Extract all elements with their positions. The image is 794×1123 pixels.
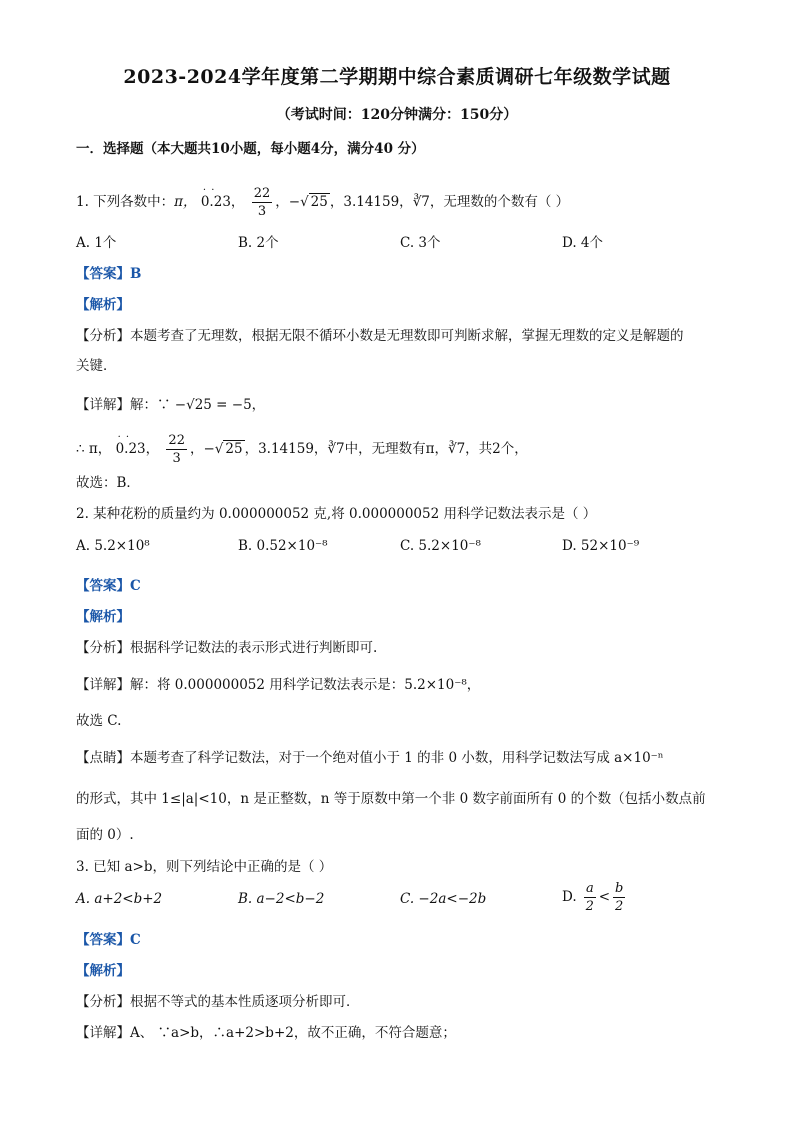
denominator: 3 [172, 451, 181, 466]
q1-detail-prefix: ∴ π， [76, 441, 112, 457]
q1-detail-line1: 【详解】解：∵ −√25 = −5， [76, 397, 266, 413]
q1-detail-line2: ∴ π， · · 0.23， $\frac{22}{3}$ ，−√ 25 ，3.14159，∛7中，无理数有π，∛7，共2个， [76, 432, 528, 467]
q3-option-b: B. a−2<b−2 [238, 891, 325, 907]
less-than-sign: < [598, 889, 611, 905]
q2-jiexi: 【解析】 [76, 609, 130, 625]
q1-stem-suffix: ，无理数的个数有（ ） [429, 194, 570, 210]
numerator: 22 [168, 433, 185, 448]
fraction-a-2 [584, 880, 596, 915]
q2-stem: 2. 某种花粉的质量约为 0.000000052 克,将 0.000000052 用科学记数法表示是（ ） [76, 506, 597, 522]
exam-info: （考试时间：120分钟满分：150分） [276, 107, 518, 123]
q3-option-c: C. −2a<−2b [400, 891, 487, 907]
neg-sign-2: ，− [189, 441, 215, 457]
denominator: 2 [585, 899, 594, 914]
section-heading: 一．选择题（本大题共10小题，每小题4分，满分40 分） [76, 141, 425, 157]
q1-detail-suffix: 中，无理数有π，∛7，共2个， [344, 441, 528, 457]
q3-option-d-label: D. [562, 889, 577, 905]
cube-root-2: ∛7 [327, 441, 345, 457]
q2-note-line2: 的形式，其中 1≤|a|<10，n 是正整数，n 等于原数中第一个非 0 数字前面所有 0 的个数（包括小数点前 [76, 791, 706, 807]
cube-root: ∛7 [412, 194, 430, 210]
q1-option-a: A. 1个 [76, 235, 117, 251]
repeating-decimal-2: · · 0.23 [116, 441, 146, 457]
numerator: b [615, 881, 624, 896]
q1-answer: 【答案】B [76, 266, 142, 282]
q1-jiexi: 【解析】 [76, 297, 130, 313]
numerator: a [585, 881, 594, 896]
q3-option-a: A. a+2<b+2 [76, 891, 163, 907]
q2-note-line1: 【点睛】本题考查了科学记数法，对于一个绝对值小于 1 的非 0 小数，用科学记数法写成 a×10⁻ⁿ [76, 750, 664, 766]
sqrt-arg-2: 25 [225, 441, 243, 457]
q3-detail: 【详解】A、 ∵a>b，∴a+2>b+2，故不正确，不符合题意； [76, 1025, 456, 1041]
sqrt-arg: 25 [310, 194, 328, 210]
denominator: 3 [257, 204, 267, 219]
numerator: 22 [253, 186, 271, 201]
decimal-number-2: ，3.14159， [244, 441, 328, 457]
denominator: 2 [615, 899, 624, 914]
pi-symbol: π， [174, 194, 197, 210]
q3-analysis: 【分析】根据不等式的基本性质逐项分析即可． [76, 994, 360, 1010]
q1-stem: 1. 下列各数中：π， · · 0.23， $\frac{22}{3}$ ，−√ 25 ，3.14159，∛7，无理数的个数有（ ） [76, 185, 569, 220]
q1-analysis-line1: 【分析】本题考查了无理数，根据无限不循环小数是无理数即可判断求解，掌握无理数的定义是解题的 [76, 328, 684, 344]
repeating-decimal: · · 0.23 [201, 194, 231, 210]
q2-analysis: 【分析】根据科学记数法的表示形式进行判断即可. [76, 640, 378, 656]
decimal-number: ，3.14159， [329, 194, 413, 210]
q1-conclusion: 故选：B． [76, 475, 140, 491]
q1-stem-prefix: 1. 下列各数中： [76, 194, 175, 210]
q1-analysis-line2: 关键． [76, 358, 117, 374]
q3-stem: 3. 已知 a>b，则下列结论中正确的是（ ） [76, 859, 333, 875]
q2-conclusion: 故选 C. [76, 713, 122, 729]
q1-option-d: D. 4个 [562, 235, 604, 251]
fraction-22-3 [252, 185, 273, 220]
neg-sign: ，− [275, 194, 301, 210]
q2-answer: 【答案】C [76, 578, 141, 594]
q2-detail: 【详解】解：将 0.000000052 用科学记数法表示是：5.2×10⁻⁸， [76, 677, 481, 693]
q1-option-b: B. 2个 [238, 235, 279, 251]
fraction-b-2 [613, 880, 625, 915]
q3-jiexi: 【解析】 [76, 963, 130, 979]
q1-option-c: C. 3个 [400, 235, 441, 251]
fraction-22-3-2 [166, 432, 187, 467]
q2-option-b: B. 0.52×10⁻⁸ [238, 538, 328, 554]
page-title: 2023-2024学年度第二学期期中综合素质调研七年级数学试题 [123, 66, 671, 88]
q2-option-d: D. 52×10⁻⁹ [562, 538, 640, 554]
q3-answer: 【答案】C [76, 932, 141, 948]
q2-option-a: A. 5.2×10⁸ [76, 538, 150, 554]
q3-option-d [562, 880, 628, 915]
q2-note-line3: 面的 0）. [76, 827, 134, 843]
q2-option-c: C. 5.2×10⁻⁸ [400, 538, 481, 554]
